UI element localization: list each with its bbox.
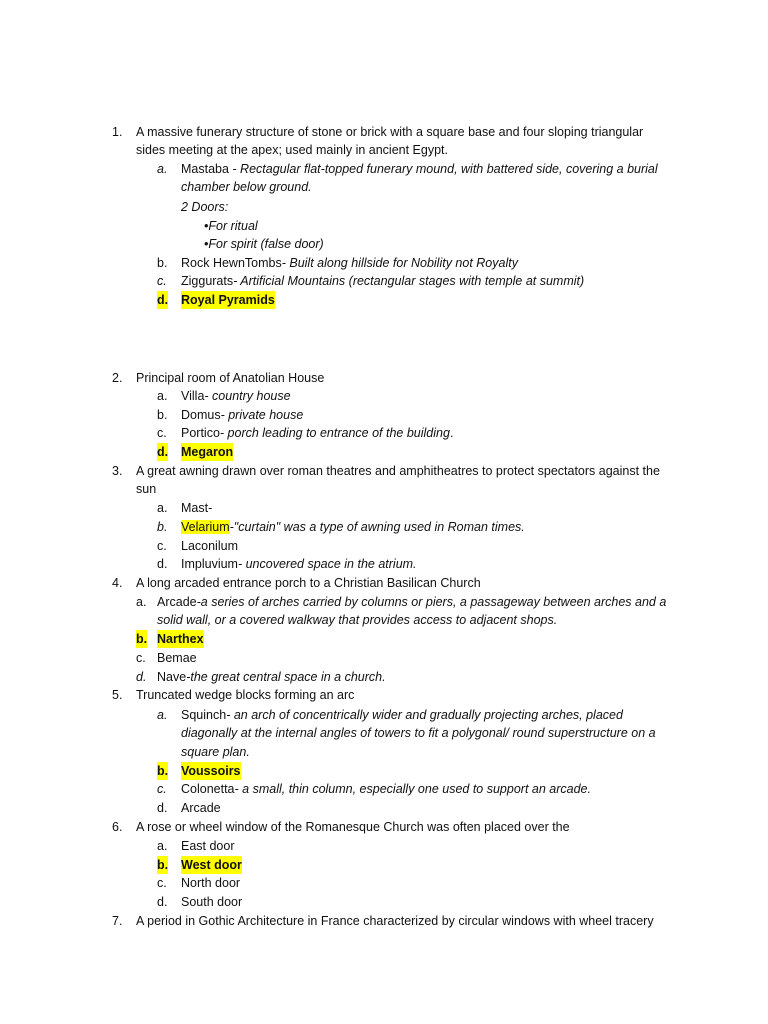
question-2-text: Principal room of Anatolian House [136,371,325,385]
q1-option-b-term: Rock HewnTombs [181,256,282,270]
q1-option-a-bullet-2: •For spirit (false door) [204,237,324,251]
question-3-text-cont: sun [136,482,157,496]
q1-option-a-bullet-1: •For ritual [204,219,258,233]
question-3-text: A great awning drawn over roman theatres and amphitheatres to protect spectators against the [136,464,660,478]
q5-option-a-desc-cont2: square plan. [181,745,250,759]
question-6-text: A rose or wheel window of the Romanesque Church was often placed over the [136,820,570,834]
question-7-text: A period in Gothic Architecture in France characterized by circular windows with wheel tracery [136,914,654,928]
q5-option-a-desc-cont: diagonally at the internal angles of towers to fit a polygonal/ round superstructure on a [181,726,656,740]
q1-option-b-desc: - Built along hillside for Nobility not Royalty [281,256,518,270]
question-1-text-cont: sides meeting at the apex; used mainly in ancient Egypt. [136,143,448,157]
q1-option-d-term: Royal Pyramids [181,293,275,307]
document-page: 1. A massive funerary structure of stone or brick with a square base and four sloping triangular sides meeting at the apex; used mainly in ancient Egypt. a. Mastaba - Rectagular flat-topped funerary mound, with battered side, covering a burial chamber below ground. 2 Doors: •For ritual •For spirit (false door) b. Rock HewnTombs- Built along hillside for Nobility not Royalty c. Ziggurats- Artificial Mountains (rectangular stages with temple at summit) d. Royal Pyramids 2. Principal room of Anatolian House a. Villa- country house b. Domus- private house c. Portico- porch leading to entrance of the building. d. Megaron 3. A great awning drawn over roman theatres and amphitheatres to protect spectators against the sun a. Mast- b. Velarium-"curtain" was a type of awning used in Roman times. c. Laconilum d. Impluvium- uncovered space in the atrium. 4. A long arcaded entrance porch to a Christian Basilican Church a. Arcade-a series of arches carried by columns or piers, a passageway between arches and a solid wall, or a covered walkway that provides access to adjacent shops. b. Narthex c. Bemae d. Nave-the great central space in a church. 5. Truncated wedge blocks forming an arc a. Squinch- an arch of concentrically wider and gradually projecting arches, placed diagonally at the internal angles of towers to fit a polygonal/ round superstructure on a square plan. b. Voussoirs c. Colonetta- a small, thin column, especially one used to support an arcade. d. Arcade 6. A rose or wheel window of the Romanesque Church was often placed over the a. East door b. West door c. North door d. South door 7. A period in Gothic Architecture in France characterized by circular windows with wheel tracery [112,125,667,928]
q1-option-a-note: 2 Doors: [181,200,229,214]
question-5-text: Truncated wedge blocks forming an arc [136,688,355,702]
q1-option-a-desc-cont: chamber below ground. [181,180,312,194]
q4-option-a-desc-cont: solid wall, or a covered walkway that provides access to adjacent shops. [157,613,558,627]
q1-option-a-desc: - Rectagular flat-topped funerary mound, with battered side, covering a burial [228,162,658,176]
q1-option-c-desc: - Artificial Mountains (rectangular stages with temple at summit) [233,274,585,288]
q1-option-c-term: Ziggurats [181,274,234,288]
q1-option-a-term: Mastaba [181,162,229,176]
question-1-text: A massive funerary structure of stone or brick with a square base and four sloping triangular [136,125,644,139]
question-4-text: A long arcaded entrance porch to a Christian Basilican Church [136,576,481,590]
